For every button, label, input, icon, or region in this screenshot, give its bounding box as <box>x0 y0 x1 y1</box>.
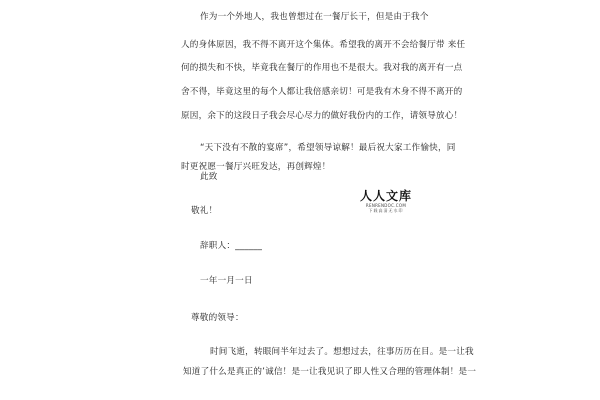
text-line: 原因，余下的这段日子我会尽心尽力的做好我份内的工作，请领导放心！ <box>181 111 463 121</box>
closing-regards: 敬礼！ <box>191 206 218 216</box>
watermark-url: RENRENDOC.COM <box>365 203 407 208</box>
text-line: 时更祝愿一餐厅兴旺发达，再创辉煌！ <box>181 162 331 172</box>
text-line: 作为一个外地人，我也曾想过在一餐厅长干，但是由于我个 <box>200 12 429 22</box>
text-line: 何的损失和不快，毕竟我在餐厅的作用也不是很大。我对我的离开有一点 <box>181 63 463 73</box>
date-line: 一年一月一日 <box>200 276 253 286</box>
greeting-line: 尊敬的领导： <box>191 313 244 323</box>
watermark-logo <box>354 190 418 213</box>
watermark-tagline: 下载高清无水印 <box>368 208 404 213</box>
text-line: 知道了什么是真正的’诚信！是一让我见识了即人性又合理的管理体制！是一 <box>183 367 477 377</box>
text-line: “天下没有不散的宴席”，希望领导谅解！最后祝大家工作愉快，同 <box>200 143 456 153</box>
text-line: 舍不得，毕竟这里的每个人都让我倍感亲切！可是我有木身不得不离开的 <box>181 87 463 97</box>
text-line: 时间飞逝，转眼间半年过去了。想想过去，往事历历在目。是一让我 <box>210 347 474 357</box>
signature-line: 辞职人：______ <box>200 241 263 251</box>
watermark-title: 人人文库 <box>359 189 412 203</box>
closing-salutation: 此致 <box>200 172 218 182</box>
text-line: 人的身体原因，我不得不离开这个集体。希望我的离开不会给餐厅带 来任 <box>181 40 466 50</box>
